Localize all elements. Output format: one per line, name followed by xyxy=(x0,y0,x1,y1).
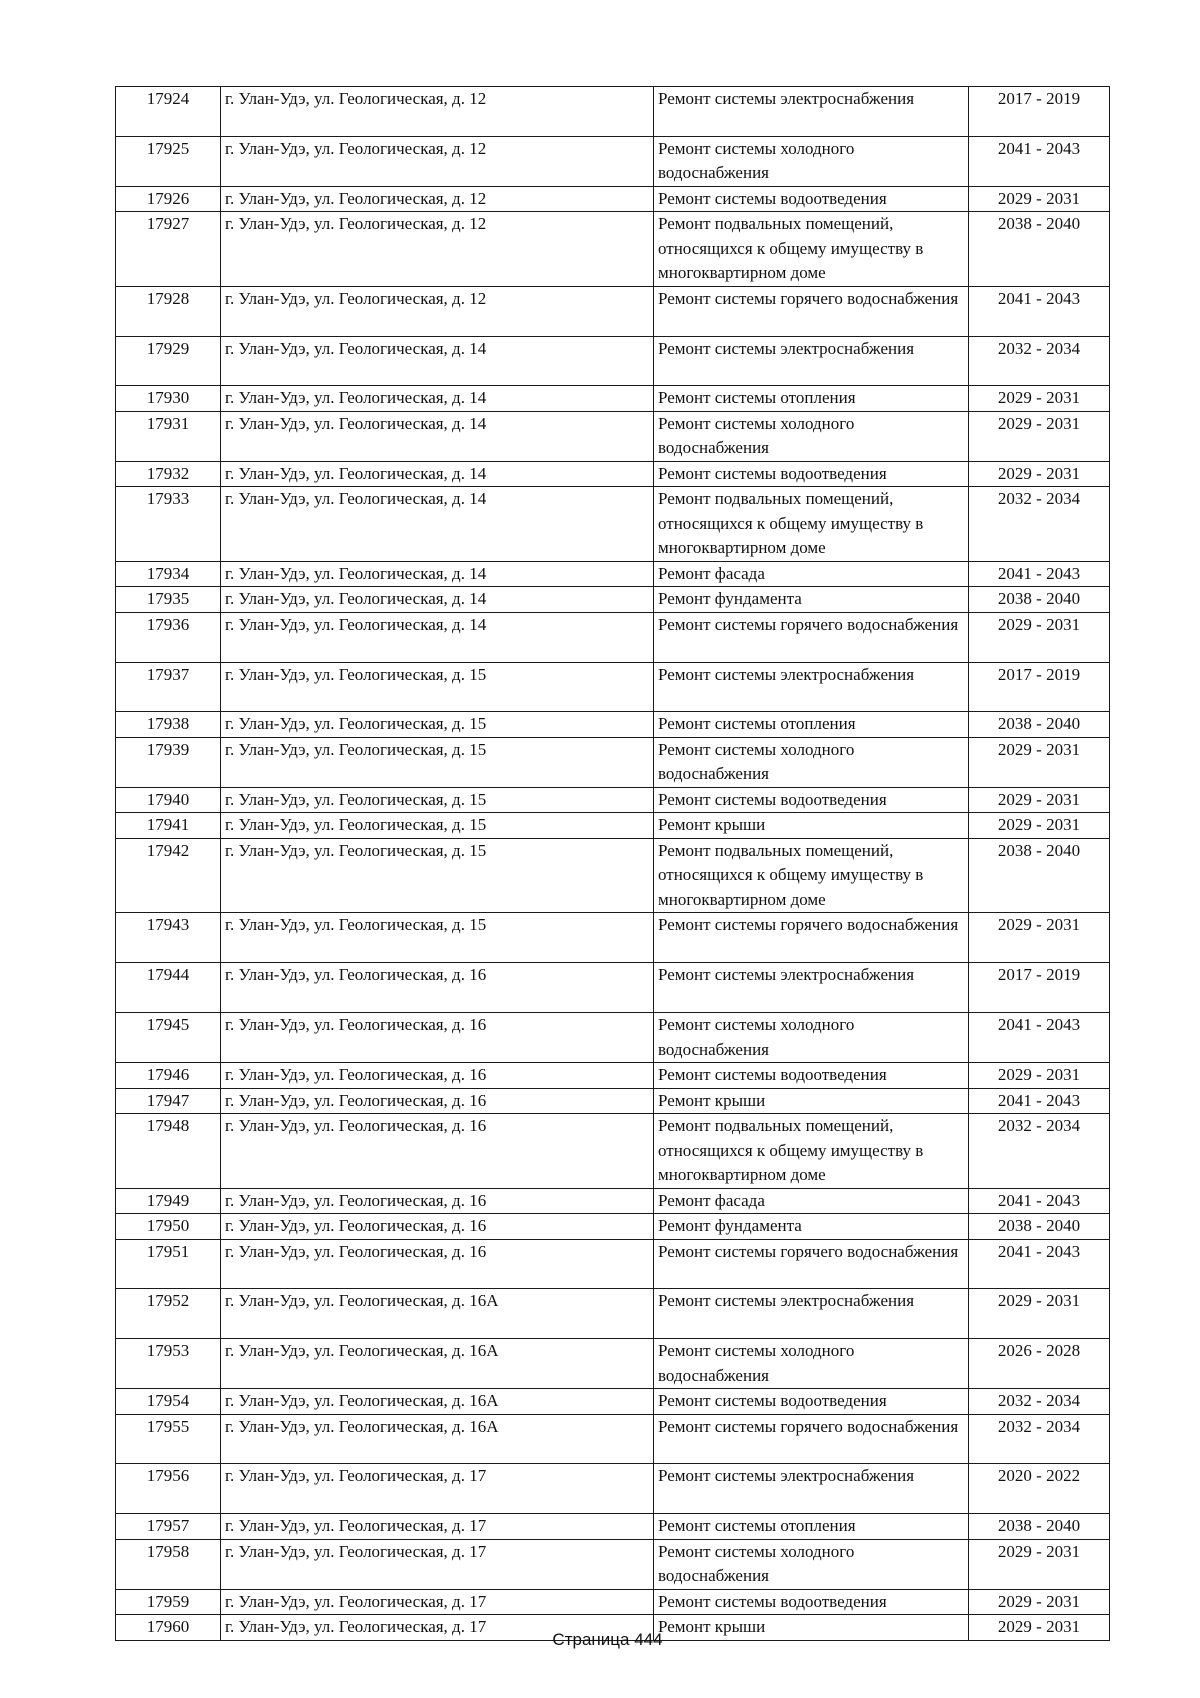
address-cell: г. Улан-Удэ, ул. Геологическая, д. 14 xyxy=(221,411,654,461)
row-number-cell: 17959 xyxy=(116,1589,221,1615)
row-number-cell: 17927 xyxy=(116,212,221,287)
address-cell: г. Улан-Удэ, ул. Геологическая, д. 14 xyxy=(221,487,654,562)
address-cell: г. Улан-Удэ, ул. Геологическая, д. 16А xyxy=(221,1289,654,1339)
work-type-cell: Ремонт подвальных помещений, относящихся к общему имуществу в многоквартирном доме xyxy=(654,1114,969,1189)
address-cell: г. Улан-Удэ, ул. Геологическая, д. 12 xyxy=(221,212,654,287)
address-cell: г. Улан-Удэ, ул. Геологическая, д. 15 xyxy=(221,913,654,963)
period-cell: 2032 - 2034 xyxy=(969,1414,1110,1464)
table-row xyxy=(116,587,1110,613)
table-row xyxy=(116,612,1110,662)
address-cell: г. Улан-Удэ, ул. Геологическая, д. 12 xyxy=(221,136,654,186)
work-type-cell: Ремонт системы отопления xyxy=(654,386,969,412)
work-type-cell: Ремонт крыши xyxy=(654,1088,969,1114)
table-row xyxy=(116,136,1110,186)
address-cell: г. Улан-Удэ, ул. Геологическая, д. 14 xyxy=(221,561,654,587)
table-row xyxy=(116,487,1110,562)
work-type-cell: Ремонт системы горячего водоснабжения xyxy=(654,286,969,336)
table-row xyxy=(116,1389,1110,1415)
row-number-cell: 17953 xyxy=(116,1339,221,1389)
row-number-cell: 17958 xyxy=(116,1539,221,1589)
work-type-cell: Ремонт системы холодного водоснабжения xyxy=(654,737,969,787)
period-cell: 2029 - 2031 xyxy=(969,1063,1110,1089)
work-type-cell: Ремонт системы водоотведения xyxy=(654,186,969,212)
work-type-cell: Ремонт системы электроснабжения xyxy=(654,963,969,1013)
address-cell: г. Улан-Удэ, ул. Геологическая, д. 16А xyxy=(221,1339,654,1389)
table-row xyxy=(116,1339,1110,1389)
work-type-cell: Ремонт системы электроснабжения xyxy=(654,1464,969,1514)
row-number-cell: 17925 xyxy=(116,136,221,186)
row-number-cell: 17942 xyxy=(116,838,221,913)
work-type-cell: Ремонт крыши xyxy=(654,813,969,839)
address-cell: г. Улан-Удэ, ул. Геологическая, д. 16 xyxy=(221,963,654,1013)
address-cell: г. Улан-Удэ, ул. Геологическая, д. 15 xyxy=(221,838,654,913)
work-type-cell: Ремонт системы холодного водоснабжения xyxy=(654,1013,969,1063)
work-type-cell: Ремонт фасада xyxy=(654,561,969,587)
period-cell: 2038 - 2040 xyxy=(969,587,1110,613)
address-cell: г. Улан-Удэ, ул. Геологическая, д. 16 xyxy=(221,1088,654,1114)
table-row xyxy=(116,1063,1110,1089)
table-row xyxy=(116,1464,1110,1514)
period-cell: 2017 - 2019 xyxy=(969,662,1110,712)
period-cell: 2041 - 2043 xyxy=(969,1239,1110,1289)
row-number-cell: 17951 xyxy=(116,1239,221,1289)
address-cell: г. Улан-Удэ, ул. Геологическая, д. 16А xyxy=(221,1389,654,1415)
row-number-cell: 17941 xyxy=(116,813,221,839)
table-row xyxy=(116,186,1110,212)
row-number-cell: 17943 xyxy=(116,913,221,963)
work-type-cell: Ремонт системы холодного водоснабжения xyxy=(654,1339,969,1389)
table-row xyxy=(116,461,1110,487)
period-cell: 2029 - 2031 xyxy=(969,186,1110,212)
row-number-cell: 17960 xyxy=(116,1615,221,1641)
row-number-cell: 17955 xyxy=(116,1414,221,1464)
work-type-cell: Ремонт системы водоотведения xyxy=(654,461,969,487)
row-number-cell: 17934 xyxy=(116,561,221,587)
address-cell: г. Улан-Удэ, ул. Геологическая, д. 17 xyxy=(221,1514,654,1540)
period-cell: 2038 - 2040 xyxy=(969,838,1110,913)
row-number-cell: 17937 xyxy=(116,662,221,712)
period-cell: 2032 - 2034 xyxy=(969,1114,1110,1189)
work-type-cell: Ремонт подвальных помещений, относящихся к общему имуществу в многоквартирном доме xyxy=(654,212,969,287)
work-type-cell: Ремонт системы электроснабжения xyxy=(654,662,969,712)
row-number-cell: 17950 xyxy=(116,1214,221,1240)
address-cell: г. Улан-Удэ, ул. Геологическая, д. 16 xyxy=(221,1063,654,1089)
row-number-cell: 17933 xyxy=(116,487,221,562)
table-row xyxy=(116,212,1110,287)
work-type-cell: Ремонт системы водоотведения xyxy=(654,787,969,813)
row-number-cell: 17930 xyxy=(116,386,221,412)
address-cell: г. Улан-Удэ, ул. Геологическая, д. 15 xyxy=(221,712,654,738)
row-number-cell: 17940 xyxy=(116,787,221,813)
table-row xyxy=(116,1013,1110,1063)
table-row xyxy=(116,1539,1110,1589)
row-number-cell: 17957 xyxy=(116,1514,221,1540)
work-type-cell: Ремонт системы отопления xyxy=(654,1514,969,1540)
address-cell: г. Улан-Удэ, ул. Геологическая, д. 14 xyxy=(221,461,654,487)
page-number: Страница 444 xyxy=(552,1630,663,1649)
address-cell: г. Улан-Удэ, ул. Геологическая, д. 15 xyxy=(221,737,654,787)
row-number-cell: 17952 xyxy=(116,1289,221,1339)
address-cell: г. Улан-Удэ, ул. Геологическая, д. 15 xyxy=(221,787,654,813)
work-type-cell: Ремонт фасада xyxy=(654,1188,969,1214)
table-row xyxy=(116,1239,1110,1289)
address-cell: г. Улан-Удэ, ул. Геологическая, д. 17 xyxy=(221,1539,654,1589)
address-cell: г. Улан-Удэ, ул. Геологическая, д. 17 xyxy=(221,1464,654,1514)
address-cell: г. Улан-Удэ, ул. Геологическая, д. 16 xyxy=(221,1188,654,1214)
row-number-cell: 17935 xyxy=(116,587,221,613)
work-type-cell: Ремонт крыши xyxy=(654,1615,969,1641)
table-row xyxy=(116,963,1110,1013)
row-number-cell: 17956 xyxy=(116,1464,221,1514)
period-cell: 2038 - 2040 xyxy=(969,712,1110,738)
period-cell: 2029 - 2031 xyxy=(969,1615,1110,1641)
table-row xyxy=(116,913,1110,963)
table-row xyxy=(116,336,1110,386)
table-row xyxy=(116,1214,1110,1240)
period-cell: 2029 - 2031 xyxy=(969,461,1110,487)
address-cell: г. Улан-Удэ, ул. Геологическая, д. 14 xyxy=(221,587,654,613)
table-row xyxy=(116,1589,1110,1615)
work-type-cell: Ремонт системы водоотведения xyxy=(654,1389,969,1415)
address-cell: г. Улан-Удэ, ул. Геологическая, д. 14 xyxy=(221,336,654,386)
row-number-cell: 17947 xyxy=(116,1088,221,1114)
period-cell: 2029 - 2031 xyxy=(969,1289,1110,1339)
table-row xyxy=(116,813,1110,839)
period-cell: 2041 - 2043 xyxy=(969,1088,1110,1114)
work-type-cell: Ремонт подвальных помещений, относящихся к общему имуществу в многоквартирном доме xyxy=(654,838,969,913)
period-cell: 2017 - 2019 xyxy=(969,87,1110,137)
work-type-cell: Ремонт фундамента xyxy=(654,1214,969,1240)
row-number-cell: 17938 xyxy=(116,712,221,738)
period-cell: 2029 - 2031 xyxy=(969,1589,1110,1615)
address-cell: г. Улан-Удэ, ул. Геологическая, д. 14 xyxy=(221,386,654,412)
period-cell: 2029 - 2031 xyxy=(969,411,1110,461)
row-number-cell: 17945 xyxy=(116,1013,221,1063)
work-type-cell: Ремонт системы горячего водоснабжения xyxy=(654,913,969,963)
work-type-cell: Ремонт системы холодного водоснабжения xyxy=(654,1539,969,1589)
period-cell: 2029 - 2031 xyxy=(969,1539,1110,1589)
period-cell: 2041 - 2043 xyxy=(969,1188,1110,1214)
row-number-cell: 17924 xyxy=(116,87,221,137)
period-cell: 2017 - 2019 xyxy=(969,963,1110,1013)
address-cell: г. Улан-Удэ, ул. Геологическая, д. 15 xyxy=(221,662,654,712)
period-cell: 2029 - 2031 xyxy=(969,386,1110,412)
row-number-cell: 17931 xyxy=(116,411,221,461)
table-row xyxy=(116,411,1110,461)
period-cell: 2041 - 2043 xyxy=(969,136,1110,186)
table-row xyxy=(116,386,1110,412)
work-type-cell: Ремонт системы отопления xyxy=(654,712,969,738)
address-cell: г. Улан-Удэ, ул. Геологическая, д. 12 xyxy=(221,286,654,336)
period-cell: 2041 - 2043 xyxy=(969,1013,1110,1063)
row-number-cell: 17929 xyxy=(116,336,221,386)
period-cell: 2038 - 2040 xyxy=(969,212,1110,287)
row-number-cell: 17928 xyxy=(116,286,221,336)
period-cell: 2041 - 2043 xyxy=(969,286,1110,336)
address-cell: г. Улан-Удэ, ул. Геологическая, д. 16 xyxy=(221,1013,654,1063)
work-type-cell: Ремонт системы холодного водоснабжения xyxy=(654,411,969,461)
work-type-cell: Ремонт системы водоотведения xyxy=(654,1589,969,1615)
table-row xyxy=(116,286,1110,336)
work-type-cell: Ремонт системы горячего водоснабжения xyxy=(654,1414,969,1464)
period-cell: 2026 - 2028 xyxy=(969,1339,1110,1389)
table-row xyxy=(116,87,1110,137)
period-cell: 2029 - 2031 xyxy=(969,787,1110,813)
table-row xyxy=(116,787,1110,813)
period-cell: 2038 - 2040 xyxy=(969,1214,1110,1240)
table-row xyxy=(116,838,1110,913)
address-cell: г. Улан-Удэ, ул. Геологическая, д. 17 xyxy=(221,1615,654,1641)
period-cell: 2032 - 2034 xyxy=(969,1389,1110,1415)
period-cell: 2020 - 2022 xyxy=(969,1464,1110,1514)
row-number-cell: 17946 xyxy=(116,1063,221,1089)
address-cell: г. Улан-Удэ, ул. Геологическая, д. 14 xyxy=(221,612,654,662)
row-number-cell: 17932 xyxy=(116,461,221,487)
table-row xyxy=(116,712,1110,738)
address-cell: г. Улан-Удэ, ул. Геологическая, д. 12 xyxy=(221,87,654,137)
row-number-cell: 17948 xyxy=(116,1114,221,1189)
table-row xyxy=(116,737,1110,787)
row-number-cell: 17954 xyxy=(116,1389,221,1415)
period-cell: 2029 - 2031 xyxy=(969,612,1110,662)
registry-table-body xyxy=(116,87,1110,1641)
address-cell: г. Улан-Удэ, ул. Геологическая, д. 12 xyxy=(221,186,654,212)
work-type-cell: Ремонт подвальных помещений, относящихся к общему имуществу в многоквартирном доме xyxy=(654,487,969,562)
address-cell: г. Улан-Удэ, ул. Геологическая, д. 15 xyxy=(221,813,654,839)
work-type-cell: Ремонт системы горячего водоснабжения xyxy=(654,1239,969,1289)
period-cell: 2038 - 2040 xyxy=(969,1514,1110,1540)
row-number-cell: 17944 xyxy=(116,963,221,1013)
work-type-cell: Ремонт системы электроснабжения xyxy=(654,1289,969,1339)
address-cell: г. Улан-Удэ, ул. Геологическая, д. 16 xyxy=(221,1114,654,1189)
row-number-cell: 17949 xyxy=(116,1188,221,1214)
table-row xyxy=(116,1114,1110,1189)
address-cell: г. Улан-Удэ, ул. Геологическая, д. 16 xyxy=(221,1214,654,1240)
work-type-cell: Ремонт системы водоотведения xyxy=(654,1063,969,1089)
table-row xyxy=(116,1188,1110,1214)
work-type-cell: Ремонт системы холодного водоснабжения xyxy=(654,136,969,186)
work-type-cell: Ремонт системы электроснабжения xyxy=(654,87,969,137)
table-row xyxy=(116,1088,1110,1114)
work-type-cell: Ремонт системы горячего водоснабжения xyxy=(654,612,969,662)
work-type-cell: Ремонт системы электроснабжения xyxy=(654,336,969,386)
table-row xyxy=(116,1514,1110,1540)
work-type-cell: Ремонт фундамента xyxy=(654,587,969,613)
row-number-cell: 17936 xyxy=(116,612,221,662)
period-cell: 2032 - 2034 xyxy=(969,336,1110,386)
table-row xyxy=(116,561,1110,587)
address-cell: г. Улан-Удэ, ул. Геологическая, д. 17 xyxy=(221,1589,654,1615)
address-cell: г. Улан-Удэ, ул. Геологическая, д. 16А xyxy=(221,1414,654,1464)
address-cell: г. Улан-Удэ, ул. Геологическая, д. 16 xyxy=(221,1239,654,1289)
table-row xyxy=(116,1414,1110,1464)
period-cell: 2041 - 2043 xyxy=(969,561,1110,587)
table-row xyxy=(116,1289,1110,1339)
table-row xyxy=(116,662,1110,712)
registry-table xyxy=(115,86,1110,1641)
period-cell: 2029 - 2031 xyxy=(969,737,1110,787)
row-number-cell: 17926 xyxy=(116,186,221,212)
registry-sheet xyxy=(115,86,1110,1641)
period-cell: 2032 - 2034 xyxy=(969,487,1110,562)
period-cell: 2029 - 2031 xyxy=(969,913,1110,963)
row-number-cell: 17939 xyxy=(116,737,221,787)
period-cell: 2029 - 2031 xyxy=(969,813,1110,839)
